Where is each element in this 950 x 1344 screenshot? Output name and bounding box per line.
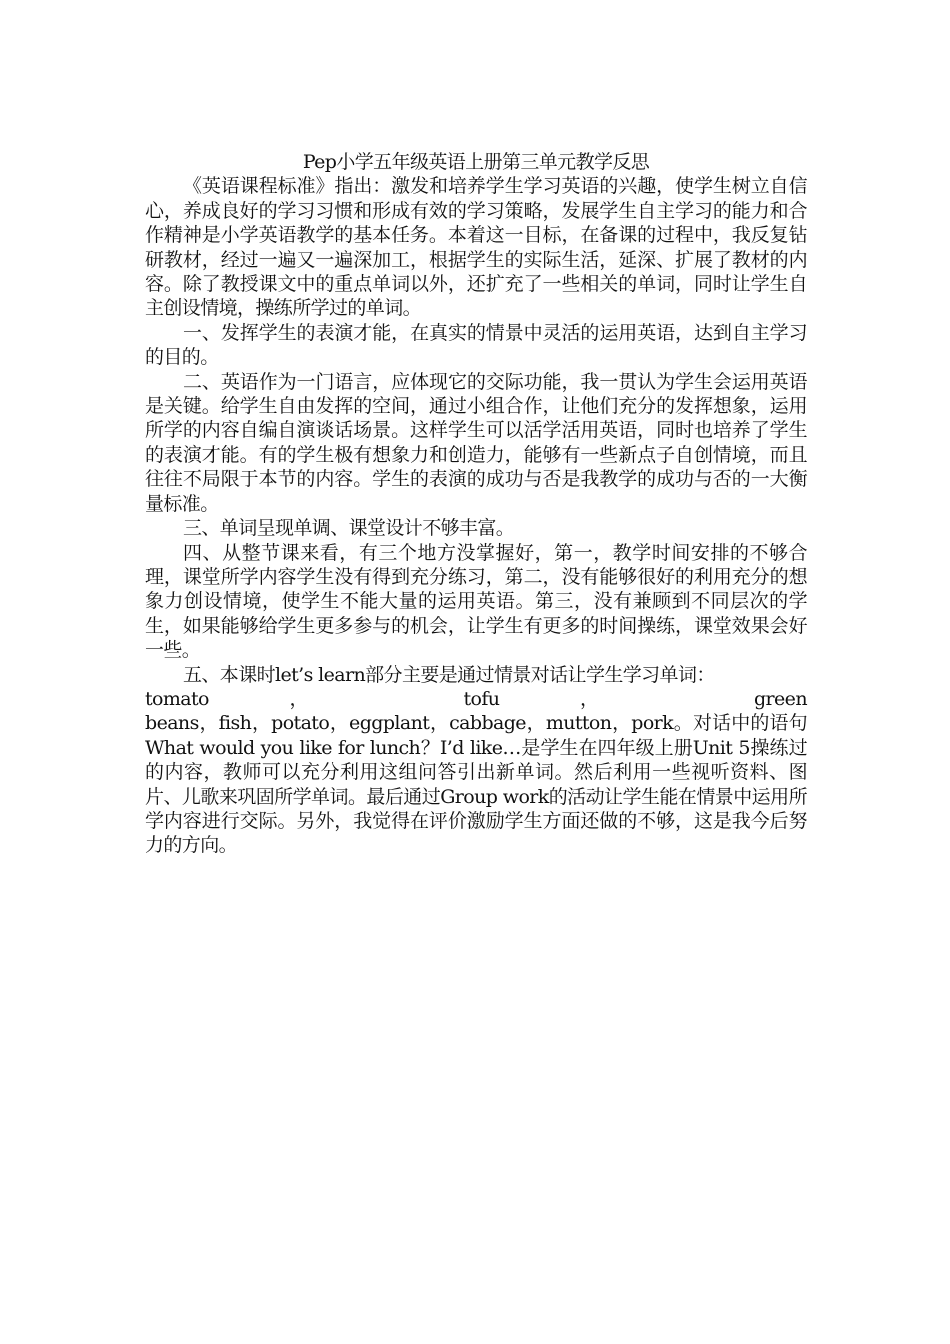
vocabulary-line (145, 687, 807, 711)
document-title: Pep小学五年级英语上册第三单元教学反思 (302, 151, 650, 173)
word-tomato: tomato (145, 687, 209, 710)
document-page (145, 150, 807, 858)
word-tofu: tofu (463, 687, 500, 710)
point-one-paragraph: 一、发挥学生的表演才能，在真实的情景中灵活的运用英语，达到自主学习的目的。 (145, 321, 807, 369)
point-four-paragraph: 四、从整节课来看，有三个地方没掌握好，第一，教学时间安排的不够合理，课堂所学内容学生没有得到充分练习，第二，没有能够很好的利用充分的想象力创设情境，使学生不能大量的运用英语。第三，没有兼顾到不同层次的学生，如果能够给学生更多参与的机会，让学生有更多的时间操练，课堂效果会好一些。 (145, 541, 807, 662)
word-green: green (753, 687, 807, 710)
point-three-paragraph: 三、单词呈现单调、课堂设计不够丰富。 (183, 517, 515, 540)
point-two-paragraph: 二、英语作为一门语言，应体现它的交际功能，我一贯认为学生会运用英语是关键。给学生自由发挥的空间，通过小组合作，让他们充分的发挥想象，运用所学的内容自编自演谈话场景。这样学生可以活学活用英语，同时也培养了学生的表演才能。有的学生极有想象力和创造力，能够有一些新点子自创情境，而且往往不局限于本节的内容。学生的表演的成功与否是我教学的成功与否的一大衡量标准。 (145, 370, 807, 515)
closing-paragraph: beans，fish，potato，eggplant，cabbage，mutton，pork。对话中的语句What would you like for lunch？I’d like…是学生在四年级上册Unit 5操练过的内容，教师可以充分利用这组问答引出新单词。然后利用一些视听资料、图片、儿歌来巩固所学单词。最后通过Group work的活动让学生能在情景中运用所学内容进行交际。另外，我觉得在评价激励学生方面还做的不够，这是我今后努力的方向。 (145, 712, 807, 857)
point-five-paragraph: 五、本课时let’s learn部分主要是通过情景对话让学生学习单词： (183, 663, 715, 686)
intro-paragraph: 《英语课程标准》指出：激发和培养学生学习英语的兴趣，使学生树立自信心，养成良好的学习习惯和形成有效的学习策略，发展学生自主学习的能力和合作精神是小学英语教学的基本任务。本着这一目标，在备课的过程中，我反复钻研教材，经过一遍又一遍深加工，根据学生的实际生活，延深、扩展了教材的内容。除了教授课文中的重点单词以外，还扩充了一些相关的单词，同时让学生自主创设情境，操练所学过的单词。 (145, 175, 807, 320)
word-separator: ， (289, 687, 383, 710)
word-separator: ， (579, 687, 674, 710)
